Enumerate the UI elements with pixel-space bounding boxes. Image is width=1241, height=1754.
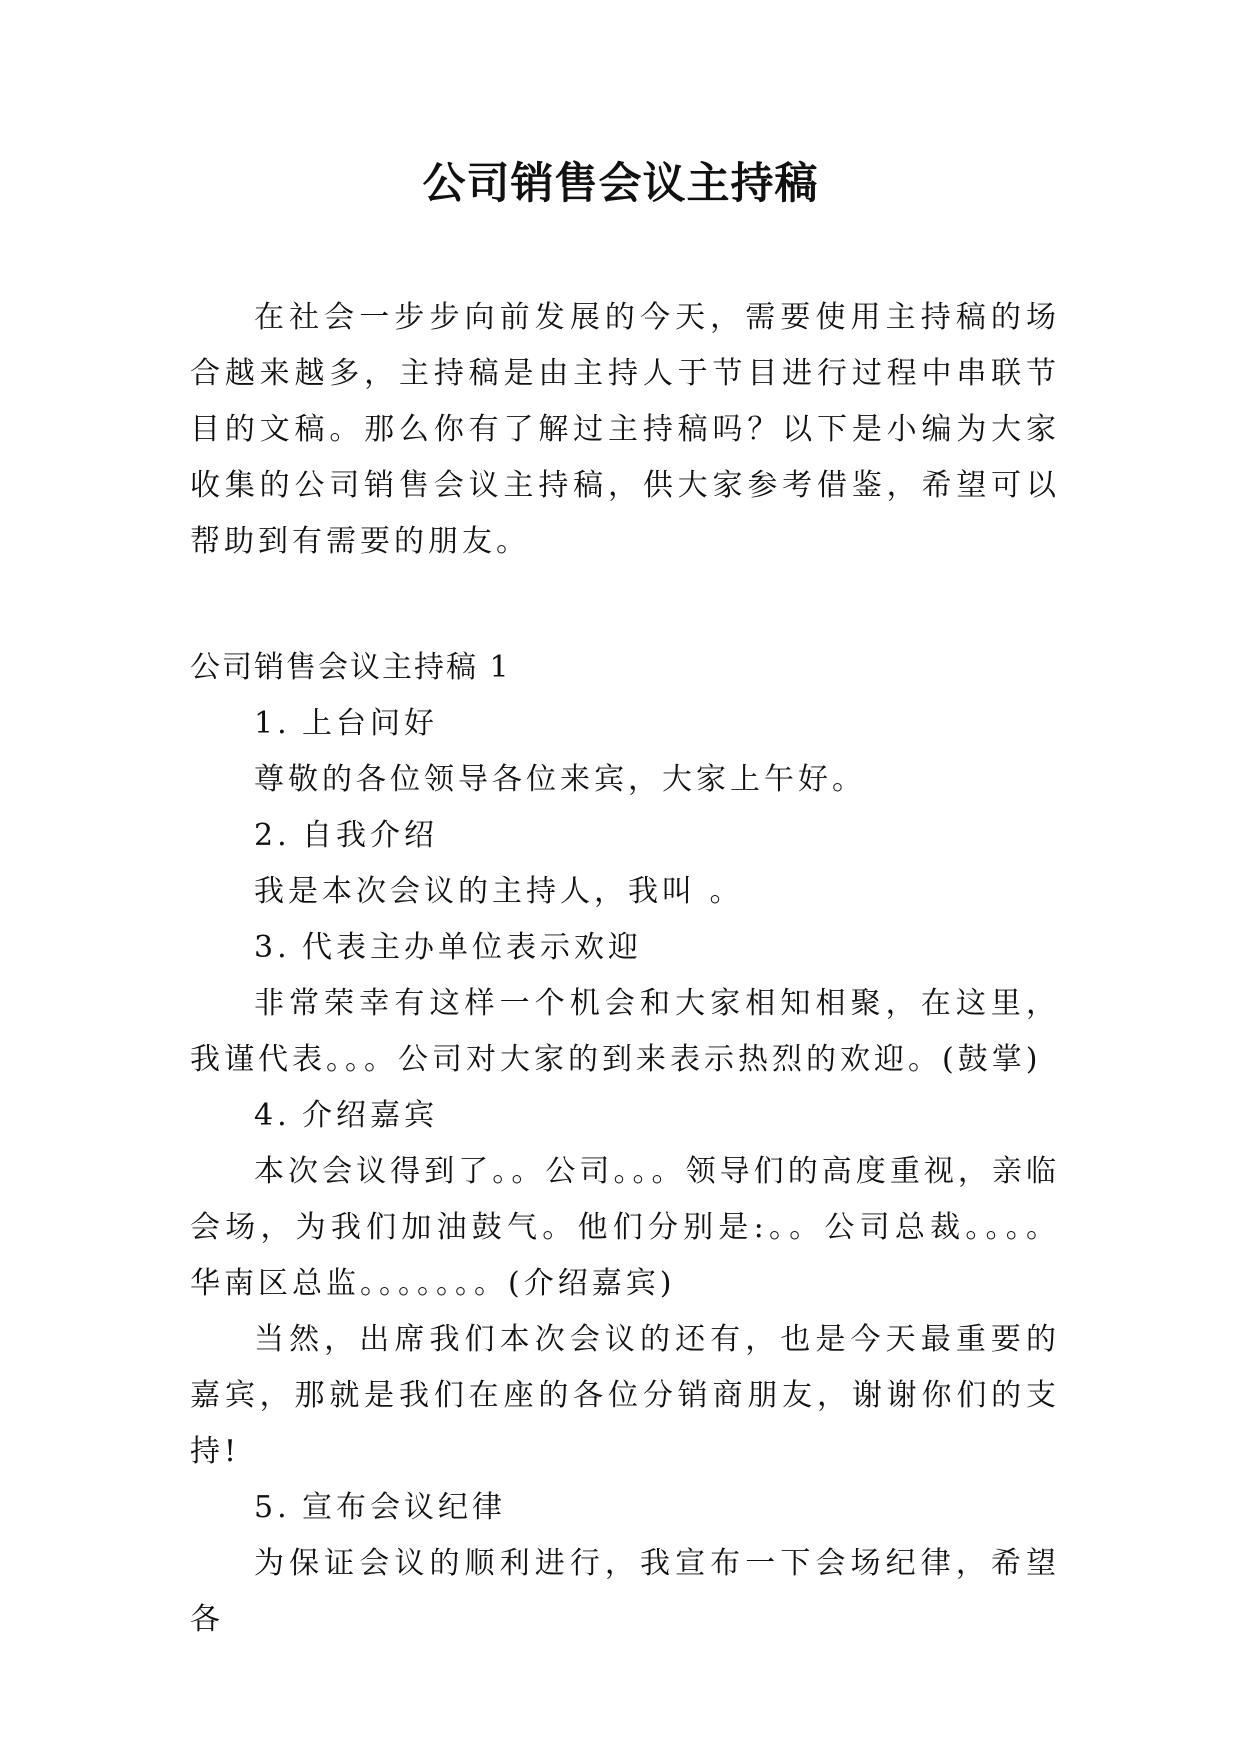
body-paragraph: 非常荣幸有这样一个机会和大家相知相聚，在这里，我谨代表。。。公司对大家的到来表示热烈的欢迎。(鼓掌) [190, 986, 1060, 1077]
list-item-heading [190, 808, 1060, 864]
item-number: 4. [254, 1098, 291, 1133]
item-label: 自我介绍 [302, 818, 438, 853]
item-label: 上台问好 [302, 706, 438, 741]
list-item-heading [190, 1480, 1060, 1536]
body-paragraph: 尊敬的各位领导各位来宾，大家上午好。 [254, 762, 866, 797]
item-number: 1. [254, 706, 291, 741]
item-label: 介绍嘉宾 [302, 1098, 438, 1133]
section-title: 公司销售会议主持稿 1 [190, 650, 511, 685]
body-paragraph: 为保证会议的顺利进行，我宣布一下会场纪律，希望各 [190, 1546, 1060, 1637]
body-paragraph: 当然，出席我们本次会议的还有，也是今天最重要的嘉宾，那就是我们在座的各位分销商朋友，谢谢你们的支持! [190, 1322, 1060, 1469]
document-body [190, 290, 1060, 1648]
item-number: 3. [254, 930, 291, 965]
document-title: 公司销售会议主持稿 [422, 159, 819, 209]
list-item-heading [190, 920, 1060, 976]
item-number: 5. [254, 1490, 291, 1525]
body-paragraph: 本次会议得到了。。公司。。。领导们的高度重视，亲临会场，为我们加油鼓气。他们分别是:。。公司总裁。。。。华南区总监。。。。。。。(介绍嘉宾) [190, 1154, 1060, 1301]
body-paragraph: 我是本次会议的主持人，我叫 。 [254, 874, 744, 909]
list-item-heading [190, 1088, 1060, 1144]
list-item-heading [190, 696, 1060, 752]
item-number: 2. [254, 818, 291, 853]
item-label: 宣布会议纪律 [302, 1490, 506, 1525]
intro-paragraph: 在社会一步步向前发展的今天，需要使用主持稿的场合越来越多，主持稿是由主持人于节目进行过程中串联节目的文稿。那么你有了解过主持稿吗？以下是小编为大家收集的公司销售会议主持稿，供大家参考借鉴，希望可以帮助到有需要的朋友。 [190, 300, 1060, 559]
section-gap [190, 570, 1060, 640]
item-label: 代表主办单位表示欢迎 [302, 930, 642, 965]
